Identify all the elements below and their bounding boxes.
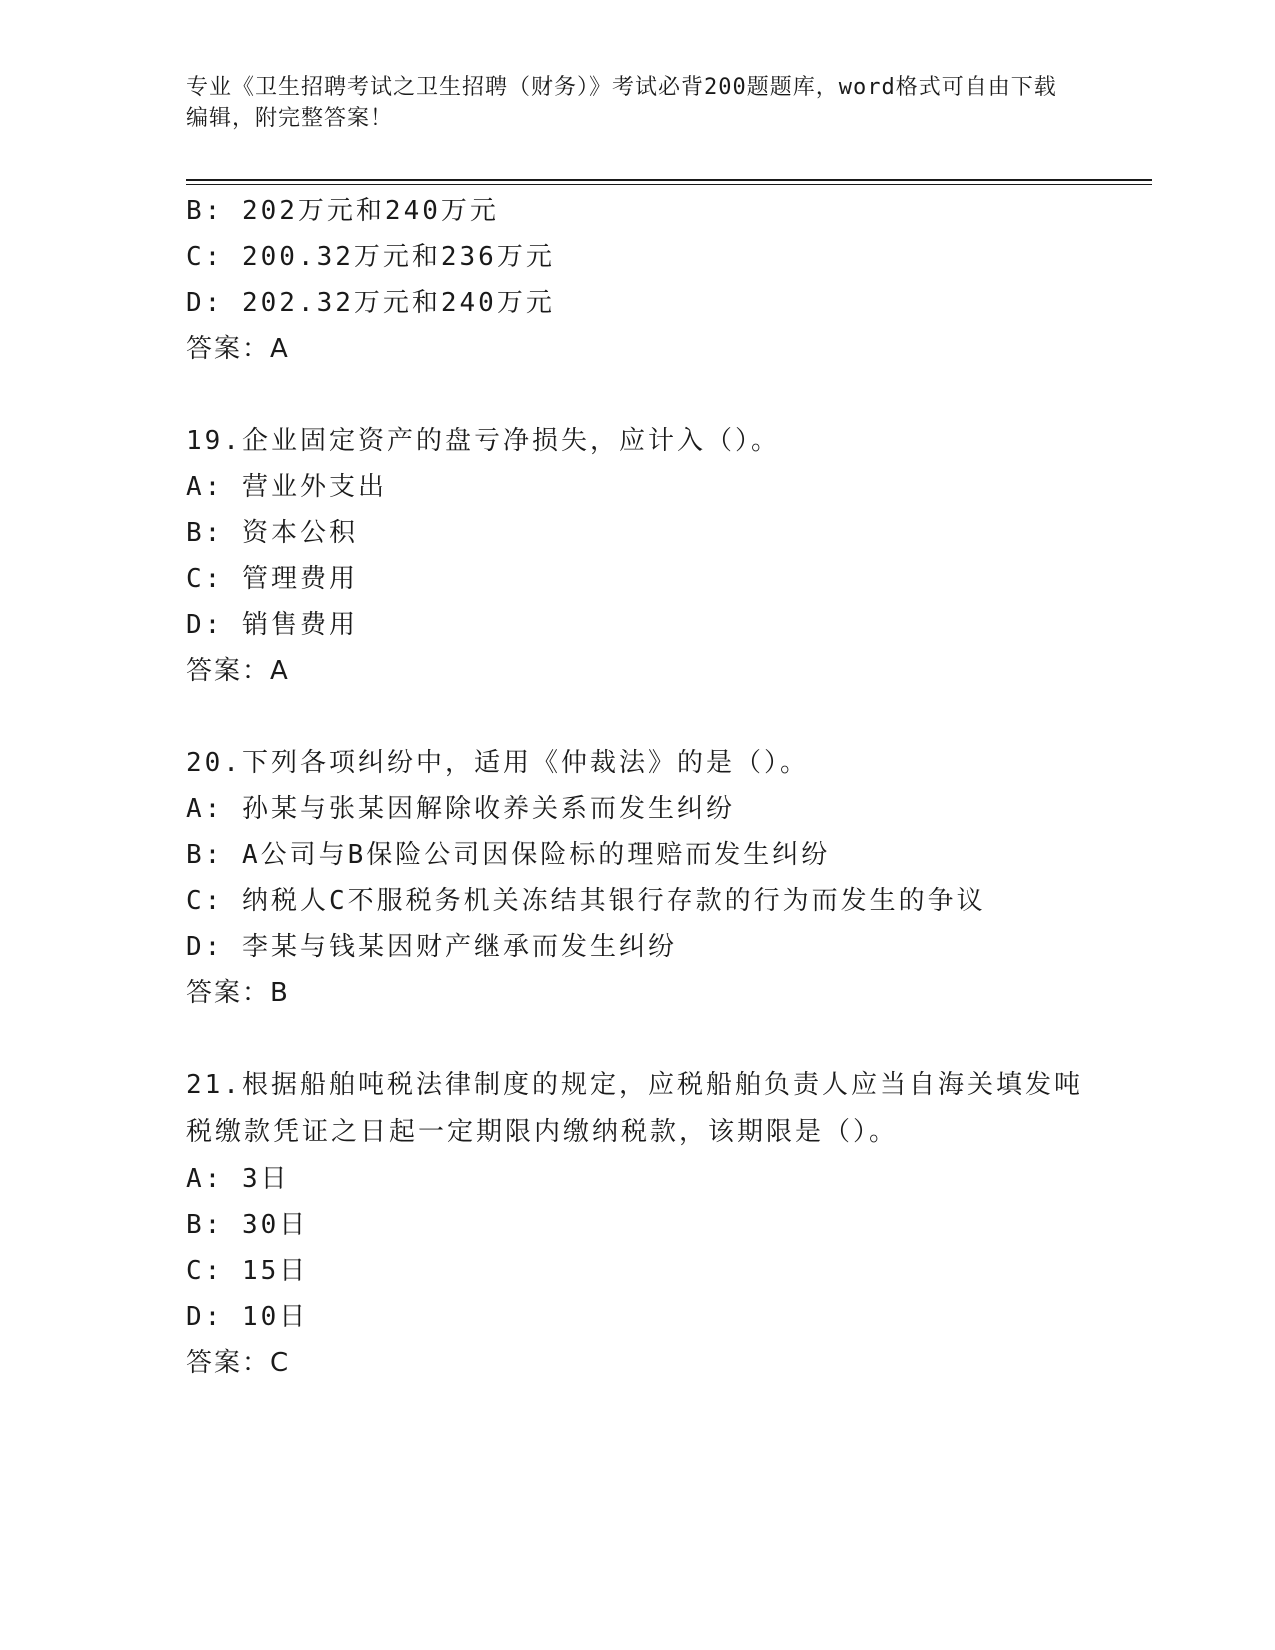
question-stem: 21.根据船舶吨税法律制度的规定，应税船舶负责人应当自海关填发吨税缴款凭证之日起一定期限内缴纳税款，该期限是（）。 (186, 1070, 1083, 1147)
spacer (186, 694, 1086, 740)
question-stem: 20.下列各项纠纷中，适用《仲裁法》的是（）。 (186, 748, 809, 778)
header-rule-thin (186, 184, 1152, 185)
option-c: C: 15日 (186, 1256, 309, 1286)
question-19 (186, 418, 1086, 694)
option-c: C: 管理费用 (186, 564, 358, 594)
question-20 (186, 740, 1086, 1016)
question-18-tail (186, 188, 1086, 372)
question-stem: 19.企业固定资产的盘亏净损失，应计入（）。 (186, 426, 780, 456)
option-a: A: 孙某与张某因解除收养关系而发生纠纷 (186, 794, 735, 824)
option-d: D: 202.32万元和240万元 (186, 288, 555, 318)
answer: 答案：A (186, 334, 290, 364)
option-b: B: A公司与B保险公司因保险标的理赔而发生纠纷 (186, 840, 831, 870)
answer: 答案：B (186, 978, 290, 1008)
header-rule-thick (186, 179, 1152, 181)
option-c: C: 纳税人C不服税务机关冻结其银行存款的行为而发生的争议 (186, 886, 986, 916)
spacer (186, 372, 1086, 418)
option-d: D: 销售费用 (186, 610, 358, 640)
option-d: D: 李某与钱某因财产继承而发生纠纷 (186, 932, 677, 962)
answer: 答案：C (186, 1348, 291, 1378)
answer: 答案：A (186, 656, 290, 686)
option-b: B: 202万元和240万元 (186, 196, 499, 226)
option-b: B: 30日 (186, 1210, 309, 1240)
spacer (186, 1016, 1086, 1062)
question-21 (186, 1062, 1086, 1386)
option-d: D: 10日 (186, 1302, 309, 1332)
option-b: B: 资本公积 (186, 518, 358, 548)
option-a: A: 营业外支出 (186, 472, 387, 502)
option-a: A: 3日 (186, 1164, 290, 1194)
question-list (186, 188, 1086, 1386)
document-header: 专业《卫生招聘考试之卫生招聘（财务）》考试必背200题题库，word格式可自由下载编辑，附完整答案！ (186, 75, 1057, 131)
option-c: C: 200.32万元和236万元 (186, 242, 555, 272)
